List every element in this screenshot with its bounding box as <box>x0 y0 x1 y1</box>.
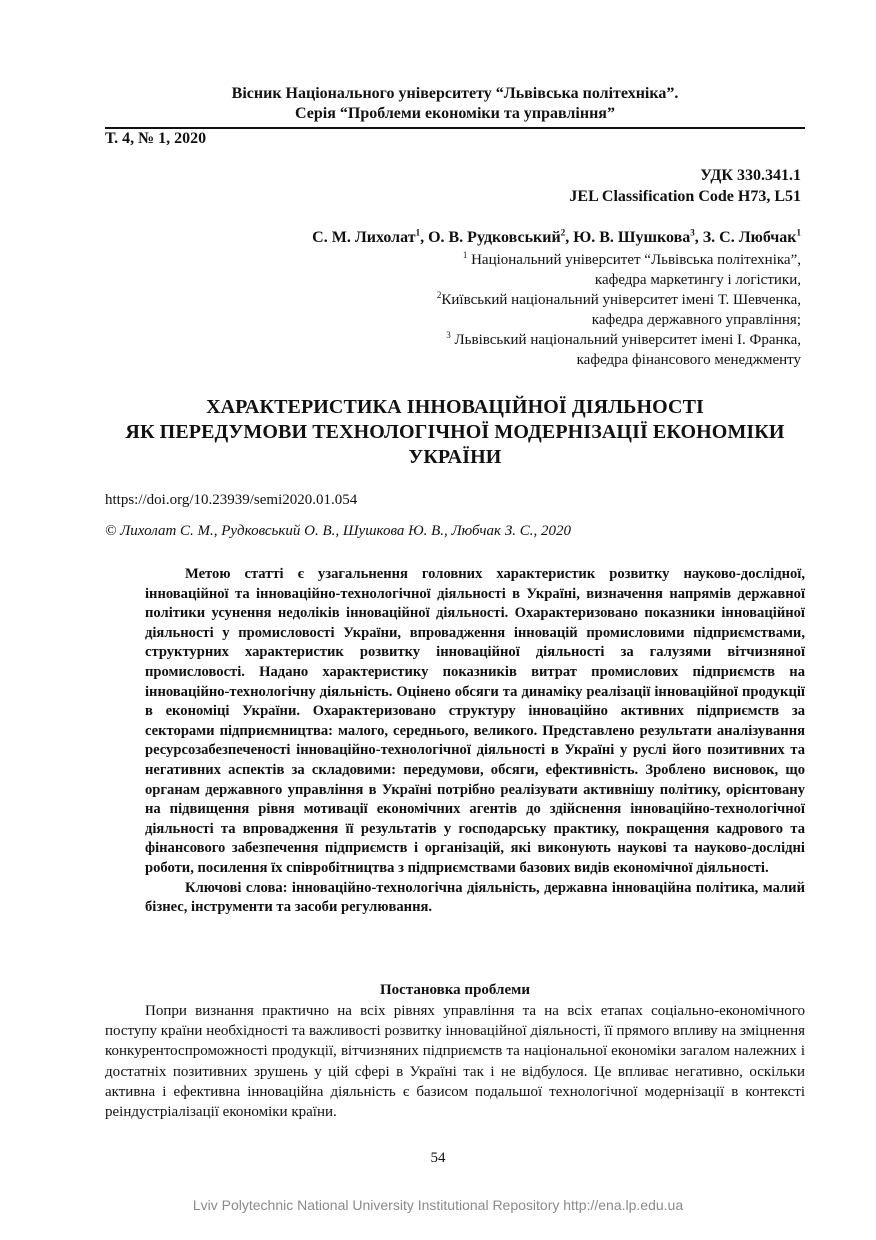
affiliation-department: кафедра маркетингу і логістики, <box>594 272 801 288</box>
abstract-text: Метою статті є узагальнення головних характеристик розвитку науково-дослідної, інноваційної та інноваційно-технологічної діяльності в Україні, визначення напрямів державної політики усунення недоліків інноваційної діяльності. Охарактеризовано показники інноваційної діяльності у промисловості України, впровадження інновацій промисловими підприємствами, структурних характеристик розвитку інноваційної діяльності за галузями вітчизняної промисловості. Надано характеристику показників витрат промислових підприємств на інноваційно-технологічну діяльність. Оцінено обсяги та динаміку реалізації інноваційної продукції в економіці України. Охарактеризовано структуру інноваційно активних підприємств за секторами підприємництва: малого, середнього, великого. Представлено результати аналізування ресурсозабезпеченості інноваційно-технологічної діяльності в Україні у руслі його позитивних та негативних аспектів за складовими: передумови, обсяги, ефективність. Зроблено висновок, що органам державного управління в Україні потрібно реалізувати активнішу політику, орієнтовану на підвищення рівня мотивації економічних агентів до здійснення інноваційно-технологічної діяльності та впровадження її результатів у господарську практику, покращення кадрового та фінансового забезпечення підприємств і організацій, які виконують наукові та науково-дослідні роботи, посилення їх співробітництва з підприємствами базових видів економічної діяльності. <box>145 566 805 876</box>
author-name: С. М. Лихолат <box>312 229 416 246</box>
title-line: ЯК ПЕРЕДУМОВИ ТЕХНОЛОГІЧНОЇ МОДЕРНІЗАЦІЇ ЕКОНОМІКИ <box>125 421 785 443</box>
title-line: ХАРАКТЕРИСТИКА ІННОВАЦІЙНОЇ ДІЯЛЬНОСТІ <box>206 396 704 418</box>
section-body <box>105 1001 805 1122</box>
affiliation-institution: Київський національний університет імені Т. Шевченка, <box>441 292 801 308</box>
classification-block <box>569 165 801 207</box>
journal-header <box>105 84 805 124</box>
affiliation-department: кафедра державного управління; <box>591 312 801 328</box>
page-number: 54 <box>430 1150 446 1166</box>
author-affil-mark: 2 <box>560 227 566 238</box>
affiliation-mark: 2 <box>436 290 442 300</box>
affiliation-line <box>437 330 801 350</box>
journal-series: Серія “Проблеми економіки та управління” <box>295 105 615 122</box>
body-paragraph: Попри визнання практично на всіх рівнях управління та на всіх етапах соціально-економічного поступу країни необхідності та важливості розвитку інноваційної діяльності, її прямого впливу на зміцнення конкурентоспроможності продукції, вітчизняних підприємств та національної економіки загалом належних і достатніх позитивних зрушень у цій сфері в Україні так і не відбулося. Це впливає негативно, оскільки активна і ефективна інноваційна діяльність є базисом подальшої технологічної модернізації в контексті реіндустріалізації економіки країни. <box>105 1003 805 1121</box>
udc-code: УДК 330.341.1 <box>700 167 801 184</box>
issue-number: Т. 4, № 1, 2020 <box>105 130 207 147</box>
header-rule <box>105 127 805 129</box>
jel-code: JEL Classification Code H73, L51 <box>569 188 801 205</box>
author-name: З. С. Любчак <box>702 229 797 246</box>
title-line: УКРАЇНИ <box>408 446 502 468</box>
affiliation-mark: 3 <box>446 330 451 340</box>
affiliation-line <box>437 290 801 310</box>
affiliation-department: кафедра фінансового менеджменту <box>576 352 801 368</box>
author-affil-mark: 1 <box>796 227 801 238</box>
author-affil-mark: 1 <box>415 227 421 238</box>
abstract <box>145 565 805 918</box>
affiliation-institution: Львівський національний університет імені І. Франка, <box>454 332 801 348</box>
affiliation-mark: 1 <box>462 250 468 260</box>
copyright-notice: © Лихолат С. М., Рудковський О. В., Шушкова Ю. В., Любчак З. С., 2020 <box>105 523 572 539</box>
doi-link[interactable]: https://doi.org/10.23939/semi2020.01.054 <box>105 492 358 508</box>
author-list: С. М. Лихолат$^1$, О. В. Рудковський$^2$, Ю. В. Шушкова$^3$, З. С. Любчак$^1$ <box>312 227 801 246</box>
keywords: Ключові слова: інноваційно-технологічна діяльність, державна інноваційна політика, малий бізнес, інструменти та засоби регулювання. <box>145 879 805 916</box>
author-affil-mark: 3 <box>690 227 695 238</box>
affiliation-institution: Національний університет “Львівська політехніка”, <box>471 252 801 268</box>
article-title <box>105 395 805 470</box>
affiliation-line <box>437 250 801 270</box>
journal-name: Вісник Національного університету “Львівська політехніка”. <box>231 85 679 102</box>
affiliation-list <box>437 250 801 370</box>
author-name: О. В. Рудковський <box>428 229 561 246</box>
repository-footer: Lviv Polytechnic National University Institutional Repository http://ena.lp.edu.ua <box>192 1197 684 1213</box>
author-name: Ю. В. Шушкова <box>573 229 691 246</box>
section-heading: Постановка проблеми <box>380 982 530 998</box>
